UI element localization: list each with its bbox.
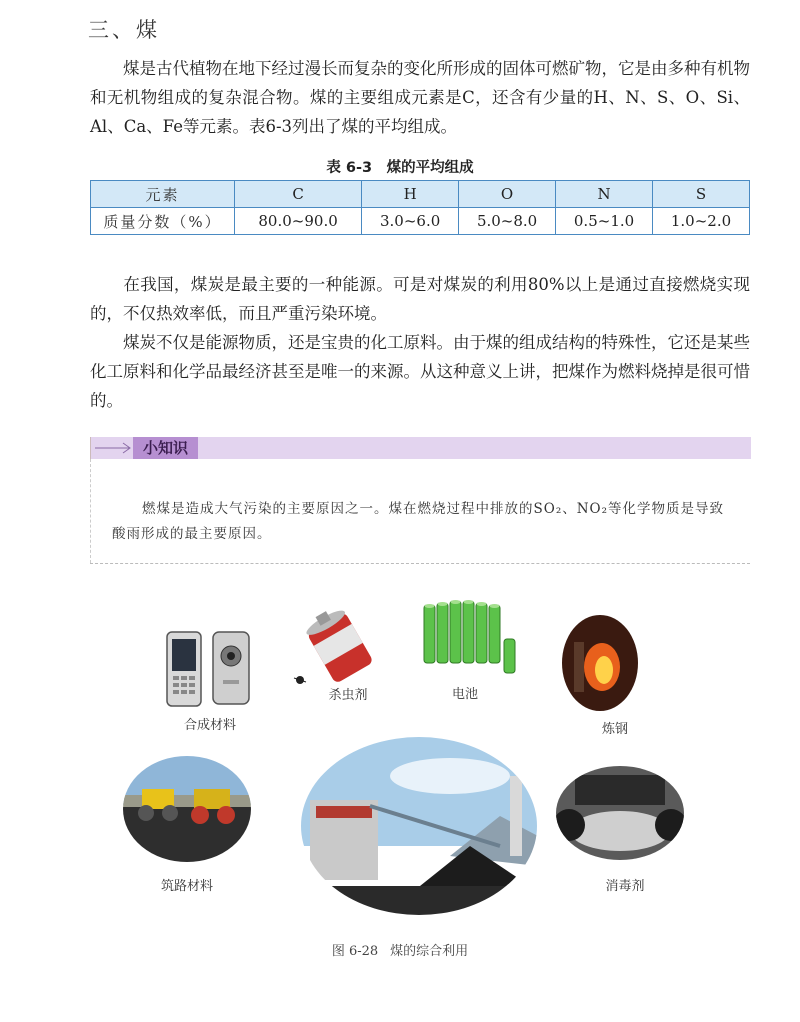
element-cell-c: C (235, 181, 362, 208)
knowledge-box (90, 437, 750, 564)
phones-illustration (165, 630, 255, 710)
knowledge-title: 小知识 (133, 437, 198, 459)
insecticide-label: 杀虫剂 (328, 688, 368, 703)
steelmaking-label: 炼钢 (601, 722, 628, 737)
arrow-icon (95, 441, 133, 455)
knowledge-text: 燃煤是造成大气污染的主要原因之一。煤在燃烧过程中排放的SO₂、NO₂等化学物质是导致酸雨形成的最主要原因。 (112, 501, 725, 542)
energy-paragraph: 在我国，煤炭是最主要的一种能源。可是对煤炭的利用80%以上是通过直接燃烧实现的，不仅热效率低，而且严重污染环境。 (90, 275, 750, 323)
value-label-cell: 质量分数（%） (91, 208, 235, 235)
disinfectant-label: 消毒剂 (605, 879, 645, 894)
value-cell-h: 3.0~6.0 (362, 208, 459, 235)
road-material-label: 筑路材料 (160, 879, 213, 894)
road-rollers-illustration (122, 755, 252, 863)
figure-title: 煤的综合利用 (390, 944, 469, 959)
table-caption: 表 6-3 煤的平均组成 (326, 160, 474, 176)
value-cell-c: 80.0~90.0 (235, 208, 362, 235)
header-label-cell: 元素 (91, 181, 235, 208)
value-cell-o: 5.0~8.0 (459, 208, 556, 235)
table-value-row (91, 208, 750, 235)
section-heading: 三、煤 (88, 18, 160, 42)
raw-material-paragraph: 煤炭不仅是能源物质，还是宝贵的化工原料。由于煤的组成结构的特殊性，它还是某些化工原料和化学品最经济甚至是唯一的来源。从这种意义上讲，把煤作为燃料烧掉是很可惜的。 (90, 333, 750, 410)
value-cell-n: 0.5~1.0 (556, 208, 653, 235)
value-cell-s: 1.0~2.0 (653, 208, 750, 235)
coal-composition-table (90, 180, 750, 235)
element-cell-h: H (362, 181, 459, 208)
steelmaking-illustration (560, 612, 640, 714)
figure-number: 图 6-28 (331, 944, 379, 959)
batteries-illustration (420, 595, 520, 675)
spray-can-illustration (288, 608, 388, 688)
knowledge-divider (90, 459, 91, 563)
synthetic-material-label: 合成材料 (183, 718, 236, 733)
intro-paragraph: 煤是古代植物在地下经过漫长而复杂的变化所形成的固体可燃矿物，它是由多种有机物和无机物组成的复杂混合物。煤的主要组成元素是C，还含有少量的H、N、S、O、Si、Al、Ca、Fe等元素。表6-3列出了煤的平均组成。 (90, 59, 750, 136)
battery-label: 电池 (451, 687, 478, 702)
table-header-row (91, 181, 750, 208)
coal-plant-illustration (300, 736, 538, 916)
figure-caption (0, 940, 800, 959)
disinfection-illustration (555, 765, 685, 861)
element-cell-n: N (556, 181, 653, 208)
element-cell-s: S (653, 181, 750, 208)
knowledge-title-bar (90, 437, 751, 459)
element-cell-o: O (459, 181, 556, 208)
